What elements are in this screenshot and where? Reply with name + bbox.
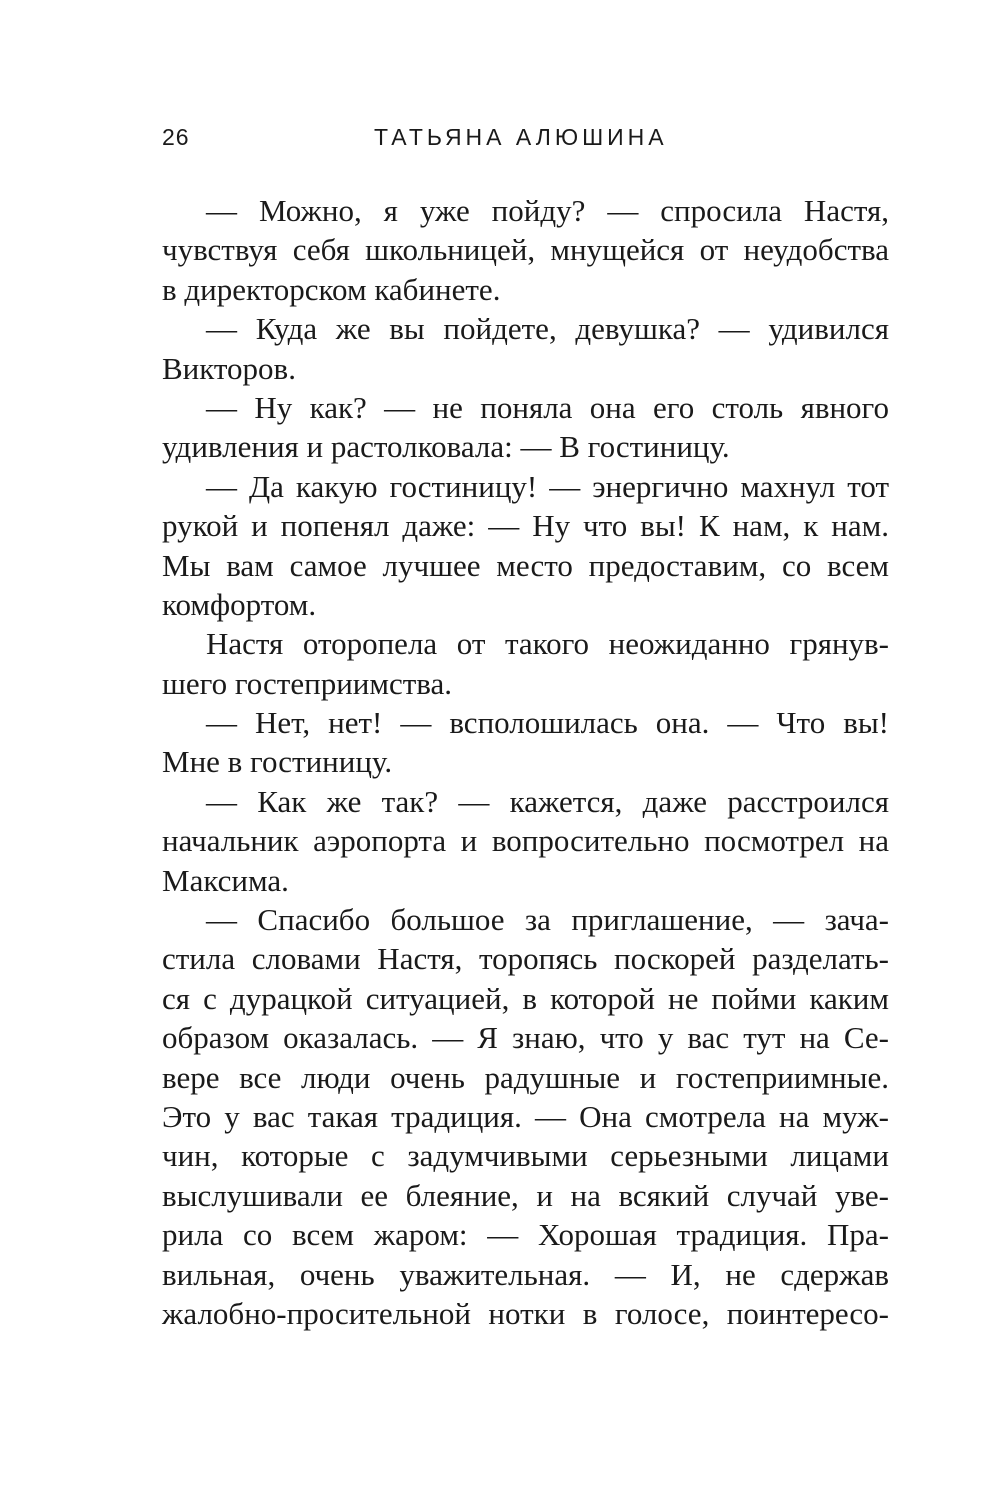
text-line: Максима. [162,862,289,898]
running-head [162,124,889,164]
text-line: — Спасибо большое за приглашение, — зача- [206,902,889,938]
text-line: выслушивали ее блеяние, и на всякий случай уве- [162,1177,889,1213]
text-line: Это у вас такая традиция. — Она смотрела на муж- [162,1098,889,1134]
text-line: жалобно-просительной нотки в голосе, поинтересо- [162,1295,889,1331]
body-text [162,191,889,1333]
text-line: рила со всем жаром: — Хорошая традиция. Пра- [162,1217,889,1253]
text-line: вильная, очень уважительная. — И, не сдержав [162,1256,889,1292]
page-number: 26 [162,124,190,150]
text-line: — Ну как? — не поняла она его столь явного [206,389,889,425]
text-line: — Как же так? — кажется, даже расстроился [206,783,889,819]
book-author: ТАТЬЯНА АЛЮШИНА [374,124,668,150]
text-line: комфортом. [162,586,317,622]
text-line: — Да какую гостиницу! — энергично махнул тот [206,468,889,504]
text-line: в директорском кабинете. [162,271,501,307]
text-line: удивления и растолковала: — В гостиницу. [162,429,730,465]
text-line: Викторов. [162,350,296,386]
text-line: — Нет, нет! — всполошилась она. — Что вы! [206,705,889,741]
text-line: рукой и попенял даже: — Ну что вы! К нам, к нам. [162,508,889,544]
text-line: Настя оторопела от такого неожиданно грянув- [206,626,889,662]
text-line: ся с дурацкой ситуацией, в которой не пойми каким [162,980,889,1016]
text-line: шего гостеприимства. [162,665,453,701]
text-line: стила словами Настя, торопясь поскорей разделать- [162,941,889,977]
text-line: образом оказалась. — Я знаю, что у вас тут на Се- [162,1020,889,1056]
text-line: Мне в гостиницу. [162,744,393,780]
text-line: чувствуя себя школьницей, мнущейся от неудобства [162,232,889,268]
text-line: — Можно, я уже пойду? — спросила Настя, [206,193,889,228]
text-line: Мы вам самое лучшее место предоставим, со всем [162,547,889,583]
text-line: вере все люди очень радушные и гостеприимные. [162,1059,889,1095]
text-line: начальник аэропорта и вопросительно посмотрел на [162,823,889,859]
book-page [162,124,889,1333]
text-line: — Куда же вы пойдете, девушка? — удивился [206,311,889,347]
text-line: чин, которые с задумчивыми серьезными лицами [162,1138,889,1174]
